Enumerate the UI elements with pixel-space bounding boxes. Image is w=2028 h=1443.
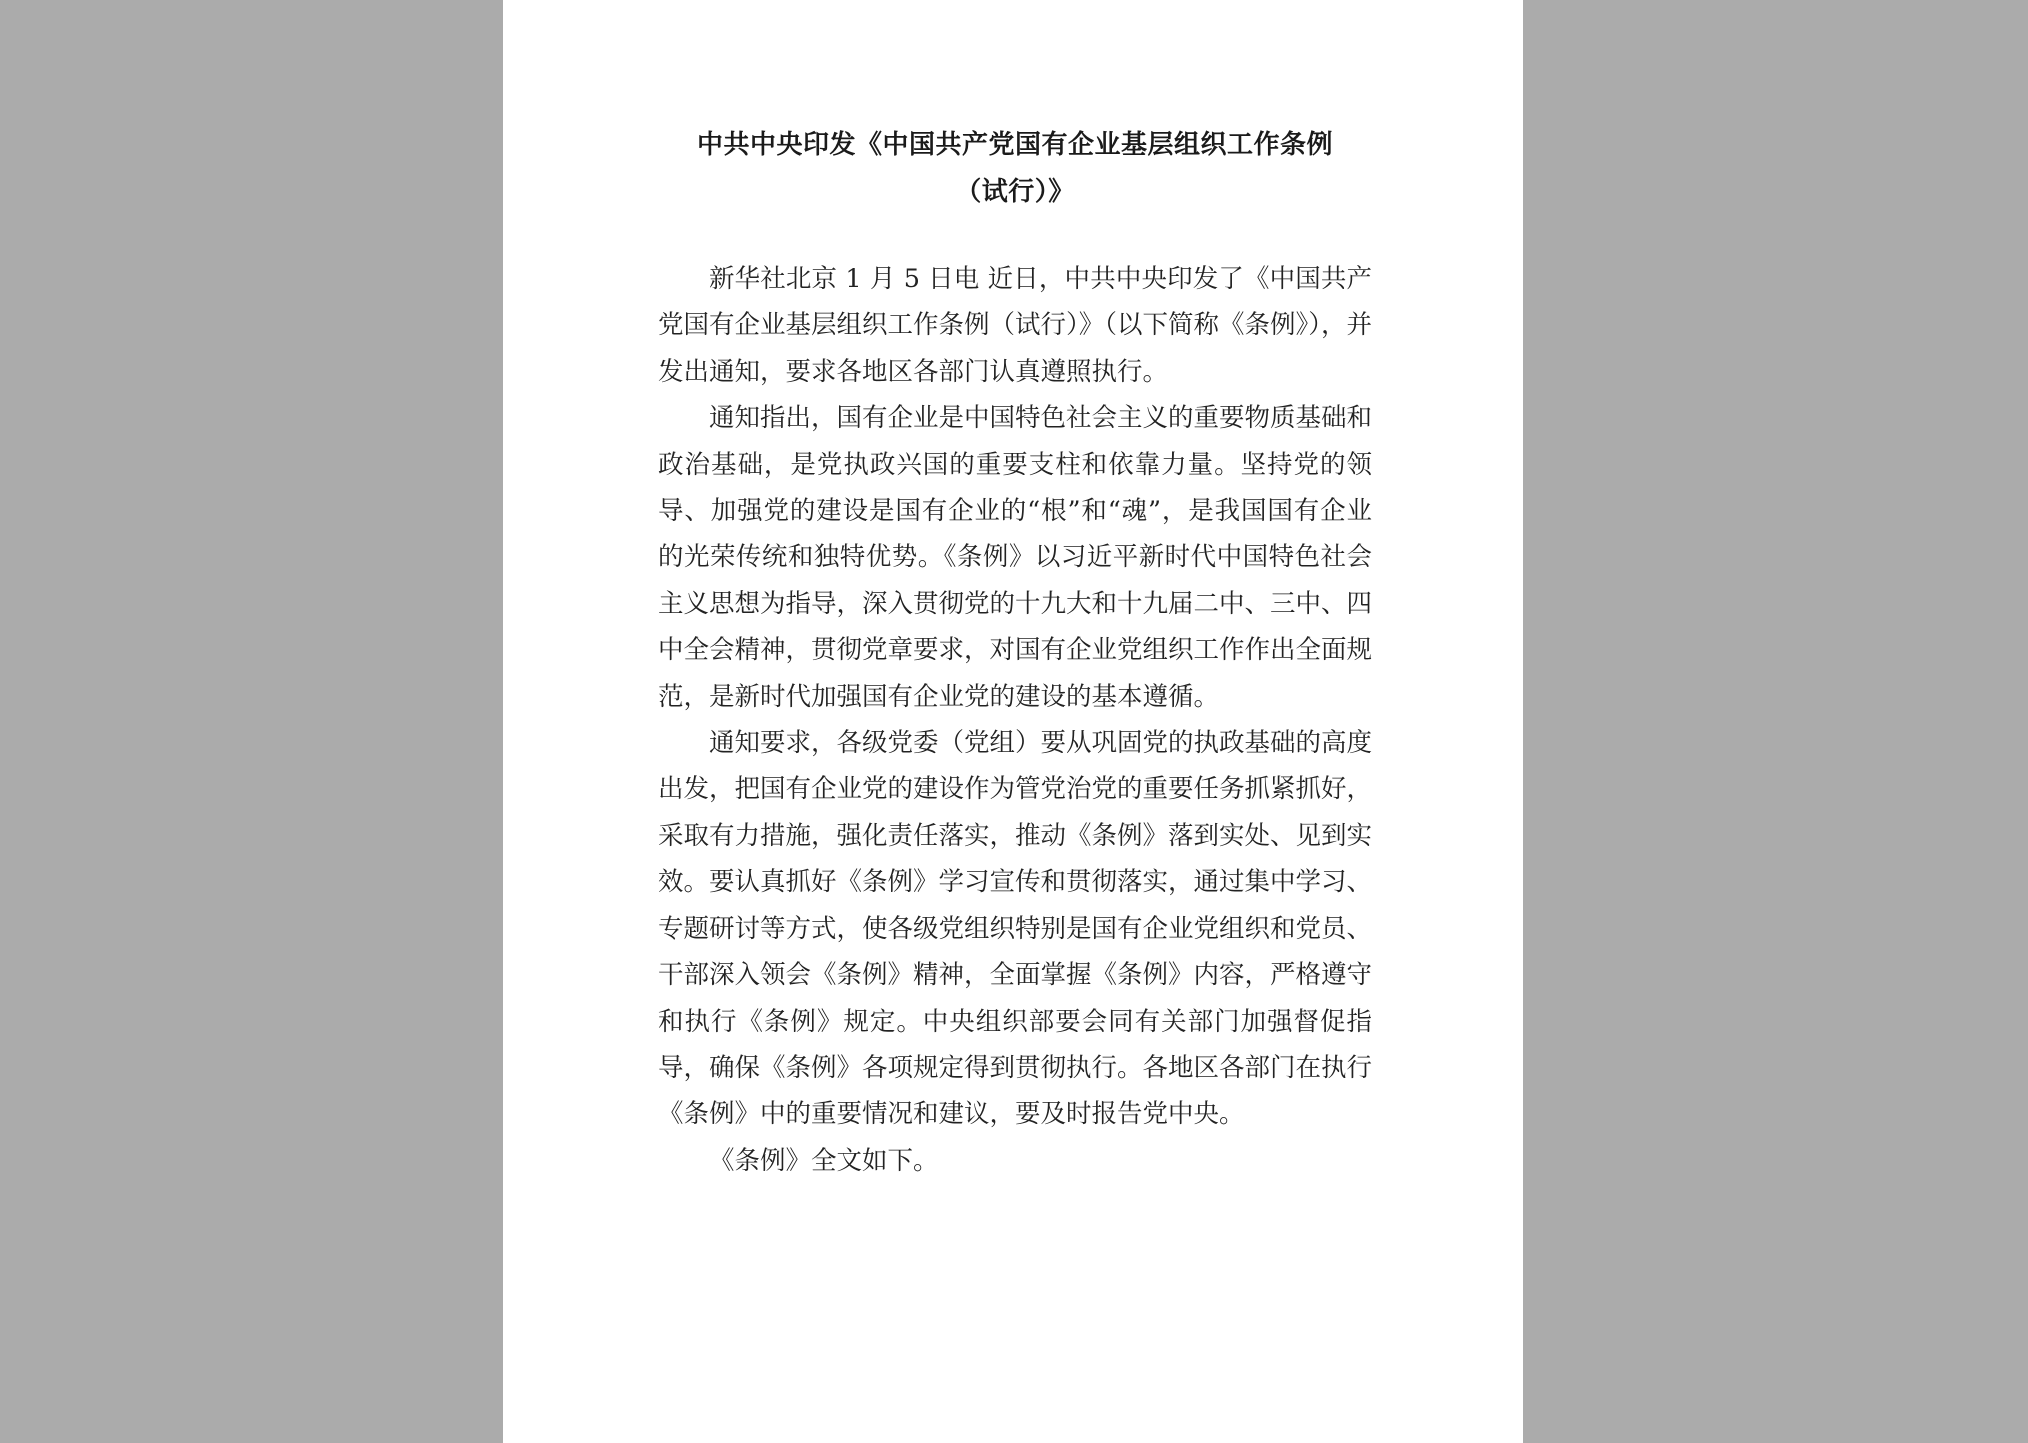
paragraph-2: 通知指出，国有企业是中国特色社会主义的重要物质基础和政治基础，是党执政兴国的重要支柱和依靠力量。坚持党的领导、加强党的建设是国有企业的“根”和“魂”，是我国国有企业的光荣传统和独特优势。《条例》以习近平新时代中国特色社会主义思想为指导，深入贯彻党的十九大和十九届二中、三中、四中全会精神，贯彻党章要求，对国有企业党组织工作作出全面规范，是新时代加强国有企业党的建设的基本遵循。 <box>658 403 1373 712</box>
document-page <box>503 0 1523 1443</box>
document-body <box>658 256 1372 1184</box>
paragraph-4: 《条例》全文如下。 <box>709 1145 939 1176</box>
document-title <box>658 122 1372 216</box>
paragraph-3: 通知要求，各级党委（党组）要从巩固党的执政基础的高度出发，把国有企业党的建设作为管党治党的重要任务抓紧抓好，采取有力措施，强化责任落实，推动《条例》落到实处、见到实效。要认真抓好《条例》学习宣传和贯彻落实，通过集中学习、专题研讨等方式，使各级党组织特别是国有企业党组织和党员、干部深入领会《条例》精神，全面掌握《条例》内容，严格遵守和执行《条例》规定。中央组织部要会同有关部门加强督促指导，确保《条例》各项规定得到贯彻执行。各地区各部门在执行《条例》中的重要情况和建议，要及时报告党中央。 <box>658 728 1373 1130</box>
title-line-2: （试行）》 <box>955 177 1075 207</box>
paragraph-1: 新华社北京 1 月 5 日电 近日，中共中央印发了《中国共产党国有企业基层组织工作条例（试行）》（以下简称《条例》），并发出通知，要求各地区各部门认真遵照执行。 <box>658 264 1373 387</box>
title-line-1: 中共中央印发《中国共产党国有企业基层组织工作条例 <box>696 130 1333 160</box>
page-content <box>658 122 1372 1184</box>
